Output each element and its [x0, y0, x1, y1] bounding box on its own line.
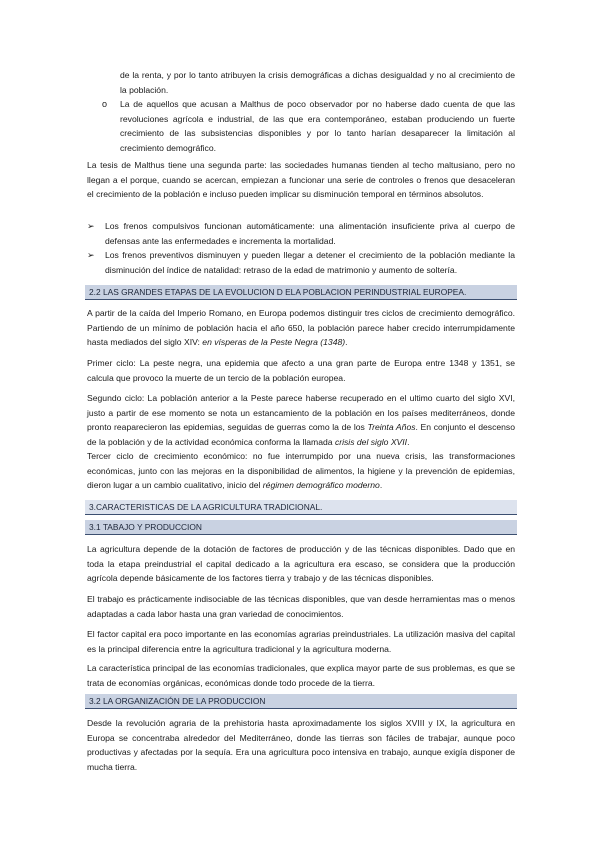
sub-bullet-continuation: de la renta, y por lo tanto atribuyen la crisis demográficas a dichas desigualdad y no al crecimiento de la población.	[120, 70, 515, 95]
section-3-1-paragraph: El factor capital era poco importante en las economías agrarias preindustriales. La utilización masiva del capital es la principal diferencia entre la agricultura tradicional y la agricultura moderna.	[87, 629, 515, 654]
section-2-2-paragraph-intro: A partir de la caída del Imperio Romano, en Europa podemos distinguir tres ciclos de crecimiento demográfico. Partiendo de un mínimo de población hacia el año 650, la población parece haber crecido interrumpidamente hasta mediados del siglo XIV: en vísperas de la Peste Negra (1348).	[87, 308, 515, 348]
first-cycle-paragraph: Primer ciclo: La peste negra, una epidemia que afecto a una gran parte de Europa entre 1348 y 1351, se calcula que provoco la muerte de un tercio de la población europea.	[87, 358, 515, 383]
malthus-second-part-paragraph: La tesis de Malthus tiene una segunda parte: las sociedades humanas tienden al techo maltusiano, pero no llegan a el porque, cuando se acercan, empiezan a funcionar una serie de controles o frenos que desaceleran el crecimiento de la población e incluso pueden implicar su disminución temporal en términos absolutos.	[87, 160, 515, 200]
circle-bullet-icon: o	[102, 99, 108, 109]
section-heading-2-2: 2.2 LAS GRANDES ETAPAS DE LA EVOLUCION D ELA POBLACION PERINDUSTRIAL EUROPEA.	[85, 285, 517, 300]
second-cycle-paragraph: Segundo ciclo: La población anterior a la Peste parece haberse recuperado en el ultimo cuarto del siglo XVI, justo a partir de ese momento se nota un estancamiento de la población en los países mediterráneos, donde pronto reaparecieron las epidemias, seguidas de guerras como la de los Treinta Años. En conjunto el descenso de la población y de la actividad económica conforma la llamada crisis del siglo XVII.	[87, 393, 515, 447]
arrow-bullet-item: Los frenos preventivos disminuyen y pueden llegar a detener el crecimiento de la población mediante la disminución del índice de natalidad: retraso de la edad de matrimonio y aumento de soltería.	[105, 250, 515, 275]
section-3-1-paragraph: La agricultura depende de la dotación de factores de producción y de las técnicas disponibles. Dado que en toda la etapa preindustrial el capital dedicado a la agricultura era escaso, se considera que la producción agrícola depende básicamente de los factores tierra y trabajo y de las técnicas disponibles.	[87, 544, 515, 584]
section-3-2-paragraph: Desde la revolución agraria de la prehistoria hasta aproximadamente los siglos XVIII y IX, la agricultura en Europa se concentraba alrededor del Mediterráneo, donde las tierras son fáciles de trabajar, aunque poco productivas y afectadas por la sequía. Era una agricultura poco intensiva en trabajo, aunque exigía disponer de mucha tierra.	[87, 718, 515, 772]
sub-bullet-item: La de aquellos que acusan a Malthus de poco observador por no haberse dado cuenta de que las revoluciones agrícola e industrial, de las que era contemporáneo, estaban produciendo un fuerte crecimiento de las subsistencias disponibles y por lo tanto harían desaparecer la limitación al crecimiento demográfico.	[120, 99, 515, 153]
section-heading-3-1: 3.1 TABAJO Y PRODUCCION	[85, 520, 517, 535]
arrow-bullet-item: Los frenos compulsivos funcionan automáticamente: una alimentación insuficiente priva al cuerpo de defensas ante las enfermedades e incrementa la mortalidad.	[105, 221, 515, 246]
arrow-bullet-icon: ➢	[87, 221, 95, 231]
arrow-bullet-icon: ➢	[87, 250, 95, 260]
section-heading-3: 3.CARACTERISTICAS DE LA AGRICULTURA TRADICIONAL.	[85, 500, 517, 515]
section-3-1-paragraph: El trabajo es prácticamente indisociable de las técnicas disponibles, que van desde herramientas mas o menos adaptadas a cada labor hasta una gran variedad de conocimientos.	[87, 594, 515, 619]
section-3-1-paragraph: La característica principal de las economías tradicionales, que explica mayor parte de sus problemas, es que se trata de economías orgánicas, económicas donde todo procede de la tierra.	[87, 663, 515, 688]
section-heading-3-2: 3.2 LA ORGANIZACIÓN DE LA PRODUCCION	[85, 694, 517, 709]
third-cycle-paragraph: Tercer ciclo de crecimiento económico: no fue interrumpido por una nueva crisis, las transformaciones económicas, junto con las mejoras en la disponibilidad de alimentos, la higiene y la prevención de epidemias, dieron lugar a un cambio cualitativo, inicio del régimen demográfico moderno.	[87, 451, 515, 491]
